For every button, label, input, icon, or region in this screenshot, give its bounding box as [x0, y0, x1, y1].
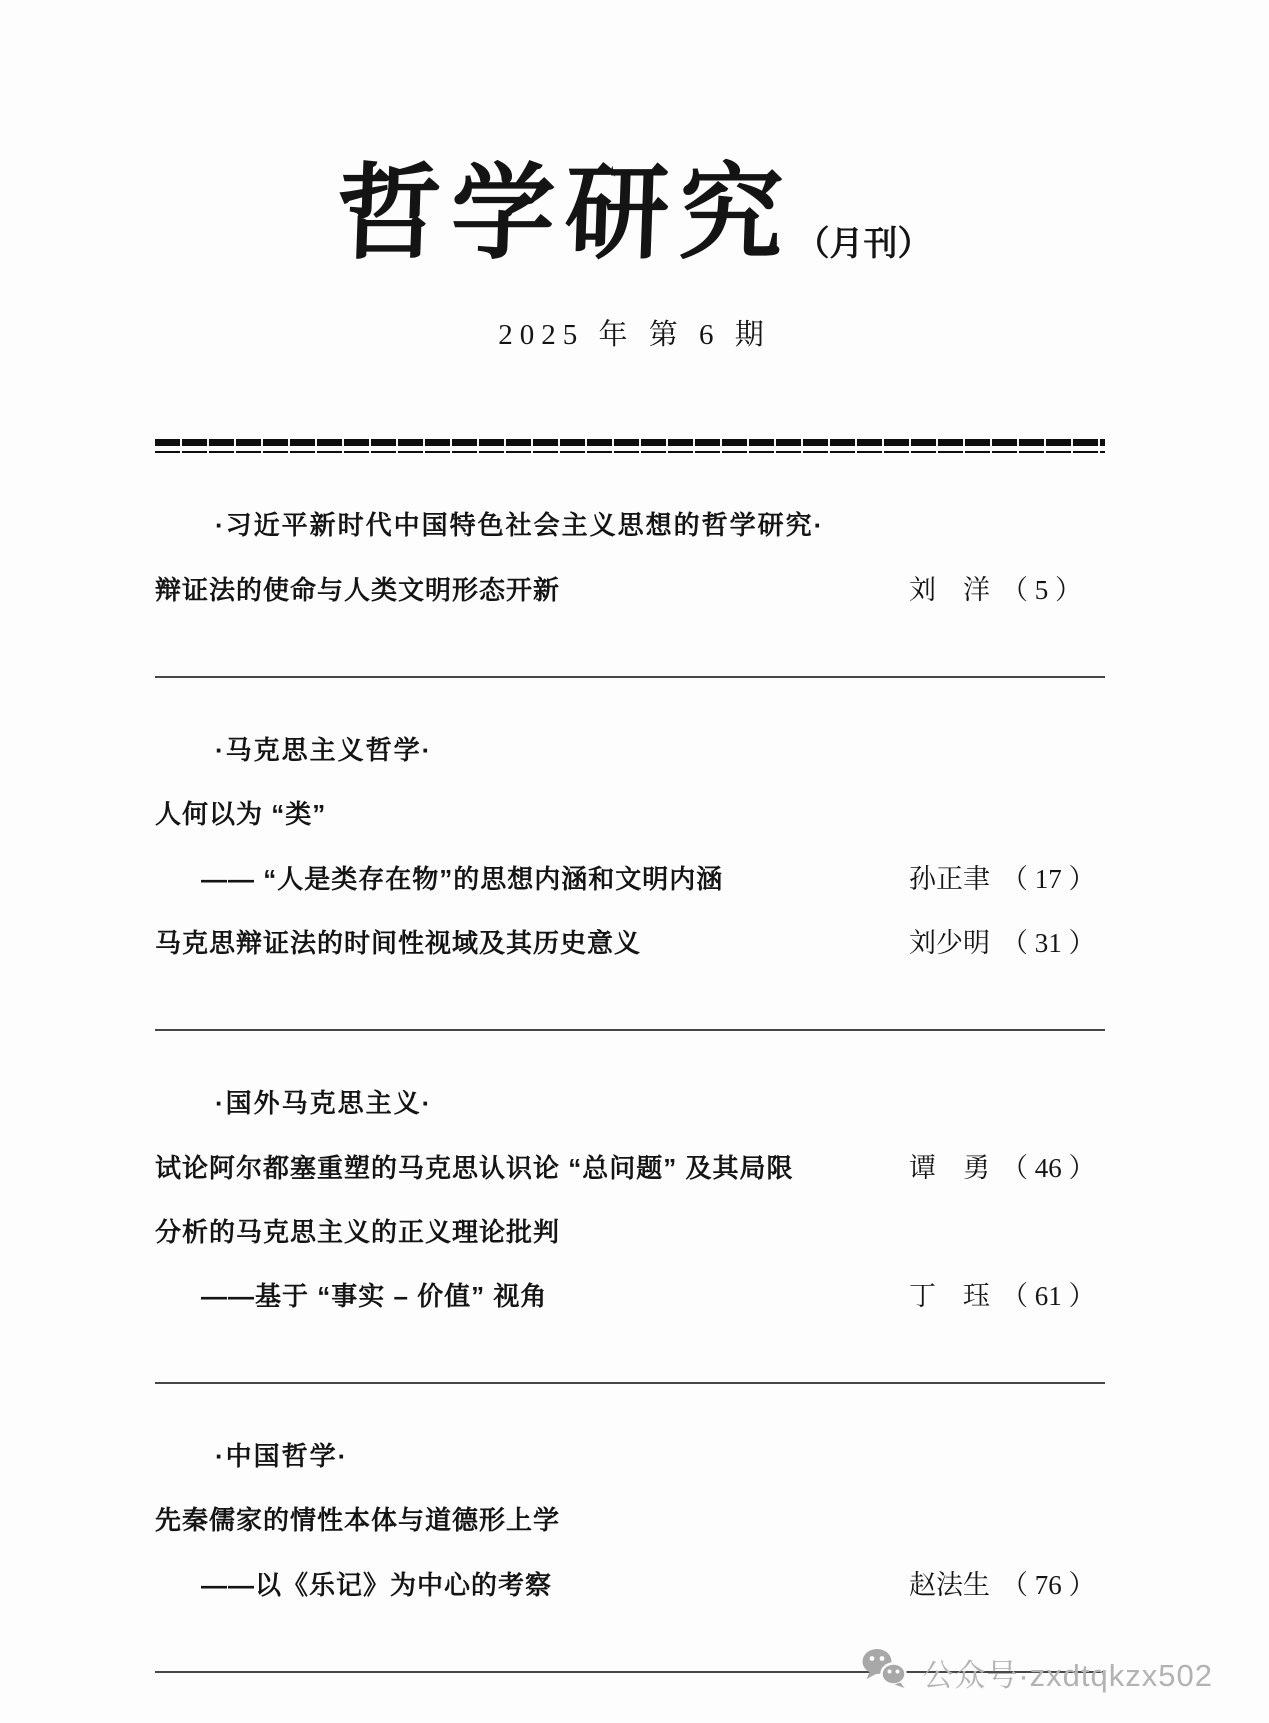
article-title: 人何以为 “类”	[155, 799, 327, 830]
article-subtitle: ——以《乐记》为中心的考察	[201, 1569, 553, 1600]
author-page-group	[909, 1569, 1105, 1601]
section-header: ·习近平新时代中国特色社会主义思想的哲学研究·	[215, 510, 825, 540]
author-page-group	[909, 927, 1105, 959]
toc-row	[155, 1569, 1105, 1601]
toc-row	[155, 574, 1105, 606]
issue-line: 2025 年 第 6 期	[498, 319, 771, 351]
journal-title: 哲学研究	[335, 151, 796, 274]
article-author: 刘 洋	[909, 575, 990, 605]
toc-row	[155, 1217, 1105, 1248]
article-page-number: （ 31 ）	[1001, 927, 1096, 958]
watermark	[861, 1648, 1213, 1697]
section-separator	[155, 1029, 1105, 1031]
article-author: 刘少明	[909, 927, 990, 958]
article-page-number: （ 46 ）	[1001, 1153, 1096, 1184]
section-header: ·中国哲学·	[215, 1441, 349, 1472]
article-page-number: （ 61 ）	[1001, 1280, 1096, 1311]
article-subtitle: ——基于 “事实 – 价值” 视角	[201, 1280, 548, 1311]
toc-row	[155, 927, 1105, 959]
author-page-group	[909, 574, 1105, 606]
wechat-icon	[861, 1648, 908, 1697]
article-author: 孙正聿	[909, 863, 990, 894]
section-separator	[155, 676, 1105, 678]
article-page-number: （ 17 ）	[1001, 863, 1096, 894]
article-title: 分析的马克思主义的正义理论批判	[155, 1216, 561, 1247]
article-subtitle: —— “人是类存在物”的思想内涵和文明内涵	[201, 863, 724, 894]
article-page-number: （ 76 ）	[1001, 1569, 1096, 1600]
toc-row	[155, 1280, 1105, 1312]
toc-section-xi-thought	[155, 505, 1105, 606]
author-page-group	[909, 1152, 1105, 1184]
double-rule-thick-line	[155, 439, 1105, 446]
section-header: ·国外马克思主义·	[215, 1088, 433, 1119]
section-separator	[155, 1382, 1105, 1384]
journal-subtitle: （月刊）	[795, 226, 932, 263]
double-rule-thin-line	[155, 451, 1105, 453]
article-title: 先秦儒家的情性本体与道德形上学	[155, 1505, 561, 1536]
toc-row	[155, 1505, 1105, 1536]
toc-section-chinese-philosophy	[155, 1436, 1105, 1601]
toc-row	[155, 1152, 1105, 1184]
article-title: 试论阿尔都塞重塑的马克思认识论 “总问题” 及其局限	[155, 1153, 794, 1184]
author-page-group	[909, 1280, 1105, 1312]
article-title: 马克思辩证法的时间性视域及其历史意义	[155, 927, 642, 958]
author-page-group	[909, 863, 1105, 895]
article-author: 谭 勇	[909, 1153, 990, 1184]
toc-row	[155, 799, 1105, 830]
article-title: 辩证法的使命与人类文明形态开新	[155, 575, 561, 605]
masthead	[0, 0, 1269, 278]
watermark-label: 公众号·zxdtqkzx502	[922, 1658, 1213, 1693]
toc-row	[155, 863, 1105, 895]
toc-section-marxist-philosophy	[155, 730, 1105, 959]
toc-section-foreign-marxism	[155, 1083, 1105, 1312]
section-header: ·马克思主义哲学·	[215, 735, 433, 766]
double-rule-divider	[155, 439, 1105, 453]
article-author: 赵法生	[909, 1569, 990, 1600]
toc-content	[155, 439, 1105, 1673]
article-page-number: （ 5 ）	[1001, 575, 1082, 605]
article-author: 丁 珏	[909, 1280, 990, 1311]
